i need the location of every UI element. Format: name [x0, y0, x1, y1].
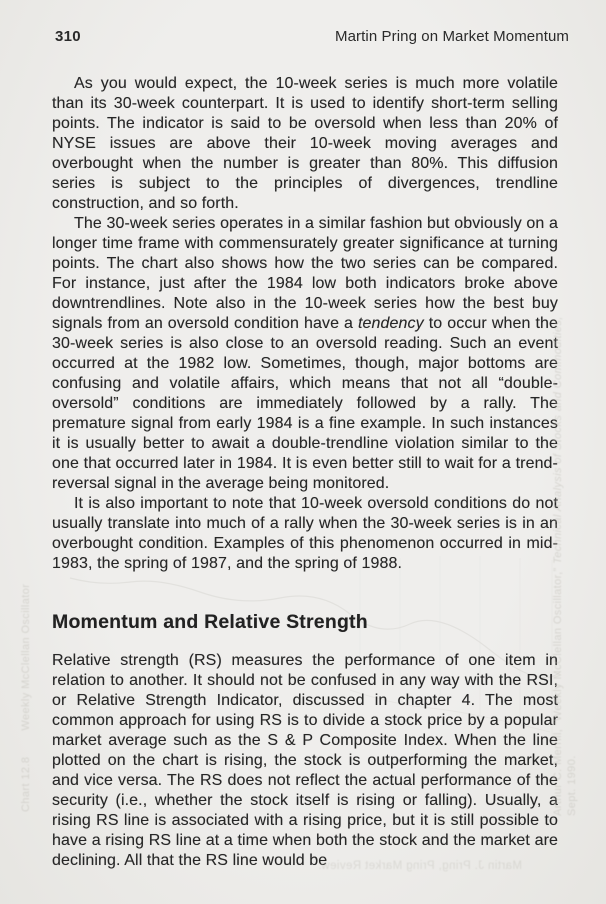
page-body: [52, 74, 558, 871]
bleed-citation-line1: [551, 76, 565, 816]
paragraph-3: It is also important to note that 10-week oversold conditions do not usually translate into much of a rally when the 30-week series is in an overbought condition. Examples of this phenomenon occurred in mid-1983, the spring of 1987, and the spring of 1988.: [52, 495, 558, 572]
bleed-citation-author: Arthur C. Merrill, “Weekly McClellan Oscillator,”: [552, 567, 564, 816]
paragraph-2-text: The 30-week series operates in a similar fashion but obviously on a longer time frame with commensurately greater significance at turning points. The chart also shows how the two series can be compared. For instance, just after the 1984 low both indicators broke above downtrendlines. Note also in the 10-week series how the best buy signals from an oversold condition have a: [52, 215, 558, 332]
paragraph-1: As you would expect, the 10-week series is much more volatile than its 30-week counterpart. It is used to identify short-term selling points. The indicator is said to be oversold when less than 20% of NYSE issues are above their 10-week moving averages and overbought when the number is greater than 80%. This diffusion series is subject to the principles of divergences, trendline construction, and so forth.: [52, 75, 558, 212]
bleed-through-right-citation: [551, 76, 579, 816]
bleed-citation-journal: Technical Analysis of Stocks and Commodities,: [552, 316, 564, 564]
paragraph-2-italic-word: tendency: [358, 315, 424, 332]
bleed-citation-line2: Sept. 1990.: [566, 755, 578, 816]
bleed-chart-title: Weekly McClellan Oscillator: [20, 583, 32, 731]
paragraph-2: [52, 214, 558, 494]
bleed-chart-label: Chart 12.8: [20, 756, 32, 812]
running-header: [55, 28, 569, 45]
section-heading: Momentum and Relative Strength: [52, 611, 368, 633]
paragraph-2-text-cont: to occur when the 30-week series is also close to an oversold reading. Such an event occurred at the 1982 low. Sometimes, though, major bottoms are confusing and volatile affairs, which means that not all “double-oversold” conditions are immediately followed by a rally. The premature signal from early 1984 is a fine example. In such instances it is usually better to await a double-trendline violation similar to the one that occurred later in 1984. It is even better still to wait for a trend-reversal signal in the average being monitored.: [52, 315, 558, 492]
running-title: Martin Pring on Market Momentum: [334, 28, 569, 45]
page-number: 310: [55, 28, 81, 45]
bleed-through-left-caption: [20, 292, 32, 812]
bleed-through-bottom-source: Martin J. Pring, Pring Market Review.: [318, 860, 522, 872]
paragraph-4: Relative strength (RS) measures the performance of one item in relation to another. It should not be confused in any way with the RSI, or Relative Strength Indicator, discussed in chapter 4. The most common approach for using RS is to divide a stock price by a popular market average such as the S & P Composite Index. When the line plotted on the chart is rising, the stock is outperforming the market, and vice versa. The RS does not reflect the actual performance of the security (i.e., whether the stock itself is rising or falling). Usually, a rising RS line is associated with a rising price, but it is still possible to have a rising RS line at a time when both the stock and the market are declining. All that the RS line would be: [52, 652, 558, 869]
